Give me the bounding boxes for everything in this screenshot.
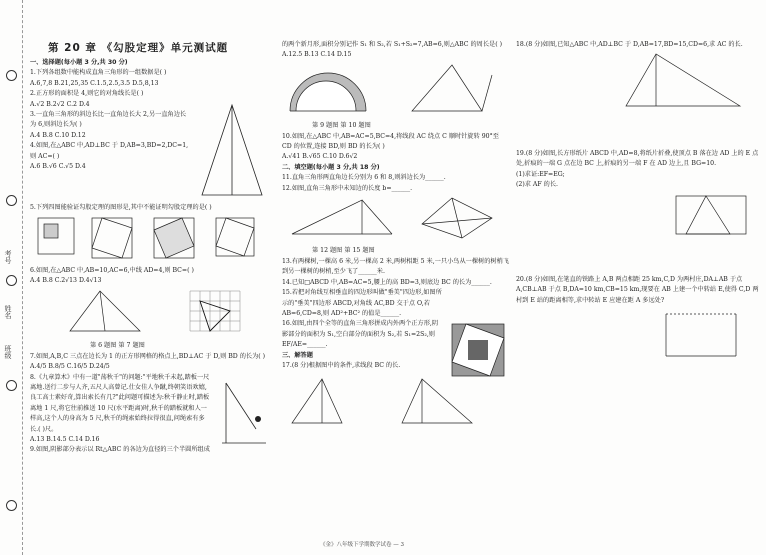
question-options: A.4/5 B.8/5 C.16/5 D.24/5 xyxy=(30,363,110,371)
question-options: A.12.5 B.13 C.14 D.15 xyxy=(282,51,352,59)
column-right xyxy=(516,40,760,400)
question-options: A.4 B.8 C.10 D.12 xyxy=(30,131,86,139)
question-options: A.13 B.14.5 C.14 D.16 xyxy=(30,435,100,443)
question-text: 2.正方形的面积是 4,则它的对角线长是( ) xyxy=(30,90,144,98)
hole-icon xyxy=(6,275,17,286)
q20-railway-figure xyxy=(516,306,760,396)
hole-icon xyxy=(6,380,17,391)
question-text: 4.如图,在△ABC 中,AD⊥BC 于 D,AB=3,BD=2,DC=1,则 AC=( ) xyxy=(30,142,189,160)
hole-icon xyxy=(6,500,17,511)
question-options: A.6 B.√6 C.√5 D.4 xyxy=(30,163,86,171)
q5-pythagoras-figures xyxy=(30,214,268,262)
figure-caption: 第 12 题图 第 15 题图 xyxy=(312,247,375,255)
question-text: 5.下列四图能验证勾股定理的图形是,其中不能证明勾股定理的是( ) xyxy=(30,204,212,212)
question-options: A.6,7,8 B.21,25,35 C.1.5,2.5,3.5 D.5,8,13 xyxy=(30,79,159,87)
column-middle xyxy=(282,40,510,436)
question-text: 7.如图,A,B,C 三点在边长为 1 的正方形网格的格点上,BD⊥AC 于 D,则 BD 的长为( ) xyxy=(30,352,266,360)
q4-triangle-figure xyxy=(198,101,266,201)
swing-figure xyxy=(220,379,268,449)
question-text: 13.有两棵树,一棵高 6 米,另一棵高 2 米,两树相距 5 米,一只小鸟从一棵树的树梢飞到另一棵树的树梢,至少飞了______米. xyxy=(282,257,509,276)
binding-label-name: 姓名 xyxy=(4,305,12,319)
q9-q10-figures xyxy=(282,61,510,117)
question-text: 16.如图,由四个全等的直角三角形拼成内外两个正方形,阴影部分的面积为 S₁,空白部分的面积为 S₂,若 S₁=2S₂,则 EF/AE=______. xyxy=(282,320,439,349)
question-text: 6.如图,在△ABC 中,AB=10,AC=6,中线 AD=4,则 BC=( ) xyxy=(30,267,194,275)
section-heading: 二、填空题(每小题 3 分,共 18 分) xyxy=(282,163,380,171)
q16-square-figure xyxy=(450,322,506,378)
question-options: A.√2 B.2√2 C.2 D.4 xyxy=(30,100,90,108)
q17-figures xyxy=(282,371,510,431)
q12-q15-figures xyxy=(282,194,510,242)
question-text: 14.已知□ABCD 中,AB=AC=5,腰上的高 BD=3,则底边 BC 的长为______. xyxy=(282,278,492,286)
section-heading: 三、解答题 xyxy=(282,351,313,359)
figure-caption: 第 6 题图 第 7 题图 xyxy=(90,342,145,350)
question-text: 12.如图,直角三角形中未知边的长度 b=______. xyxy=(282,184,413,192)
question-text: (2)求 AF 的长. xyxy=(516,181,558,189)
question-options: A.4 B.8 C.2√13 D.4√13 xyxy=(30,277,102,285)
question-text: 3.一直角三角形的斜边长比一直角边长大 2,另一直角边长为 6,则斜边长为( ) xyxy=(30,111,187,129)
question-text: 18.(8 分)如图,已知△ABC 中,AD⊥BC 于 D,AB=17,BD=15,CD=6,求 AC 的长. xyxy=(516,41,743,48)
binding-label-number: 考号 xyxy=(4,250,12,264)
question-text: 9.如图,阴影部分表示以 Rt△ABC 的各边为直径的三个半圆所组成 xyxy=(30,446,210,454)
q6-q7-figures xyxy=(30,287,268,337)
question-text: 15.若把对角线互相垂直的四边形叫做"垂美"四边形,如图所示的"垂美"四边形 ABCD,对角线 AC,BD 交于点 O,若 AB=6,CD=8,则 AD²+BC² 的值是______. xyxy=(282,289,442,317)
column-left xyxy=(30,58,268,456)
figure-caption: 第 9 题图 第 10 题图 xyxy=(312,122,371,130)
question-text: 1.下列各组数中能构成直角三角形的一组数据是( ) xyxy=(30,69,167,77)
page-footer: 《金》八年级下学期数学试卷 — 3 xyxy=(320,542,404,548)
question-text: 的两个新月形,面积分别记作 S₁ 和 S₂,若 S₁+S₂=7,AB=6,则△ABC 的周长是( ) xyxy=(282,41,502,48)
question-text: 17.(8 分)根据图中的条件,求线段 BC 的长. xyxy=(282,361,401,369)
question-text: 10.如图,在△ABC 中,AB=AC=5,BC=4,将线段 AC 绕点 C 顺时针旋转 90°至 CD 的位置,连接 BD,则 BD 的长为( ) xyxy=(282,132,499,151)
q18-triangle-figure xyxy=(516,50,760,114)
question-options: A.√41 B.√65 C.10 D.6√2 xyxy=(282,153,358,161)
binding-label-class: 班级 xyxy=(4,345,12,359)
binding-margin xyxy=(0,0,23,555)
hole-icon xyxy=(6,70,17,81)
question-text: 11.直角三角形两直角边长分别为 6 和 8,则斜边长为______. xyxy=(282,174,446,182)
question-text: 20.(8 分)如图,在笔直的铁路上 A,B 两点相距 25 km,C,D 为两村庄,DA⊥AB 于点 A,CB⊥AB 于点 B,DA=10 km,CB=15 km,现要在 AB 上建一个中转站 E,使得 C,D 两村到 E 站的距离相等,求中转站 E 应建在距 A 多远处? xyxy=(516,275,759,304)
question-text: (1)求证:EF=EG; xyxy=(516,170,565,178)
question-text: 19.(8 分)如图,长方形纸片 ABCD 中,AD=8,将纸片折叠,使顶点 B 落在边 AD 上的 E 点处,折痕的一端 G 点在边 BC 上,折痕的另一端 F 在 AD 边上,且 BG=10. xyxy=(516,149,759,168)
q19-rectangle-figure xyxy=(516,190,760,240)
question-text: 8.《九章算术》中有一道"荡秋千"的问题:"平地秋千未起,踏板一尺离地.送行二步与人齐,五尺人高曾记.仕女佳人争蹴,终朝笑语欢嬉,良工高士素好奇,算出索长有几?"此问题可描述为:秋千静止时,踏板离地 1 尺,将它往前推送 10 尺(水平距离)时,秋千的踏板就和人一样高,这个人的身高为 5 尺,秋千的绳索始终拉得很直,问绳索有多长.( )尺。 xyxy=(30,373,210,433)
section-heading: 一、选择题(每小题 3 分,共 30 分) xyxy=(30,59,128,66)
hole-icon xyxy=(6,195,17,206)
page-title: 第 20 章 《勾股定理》单元测试题 xyxy=(48,42,229,54)
